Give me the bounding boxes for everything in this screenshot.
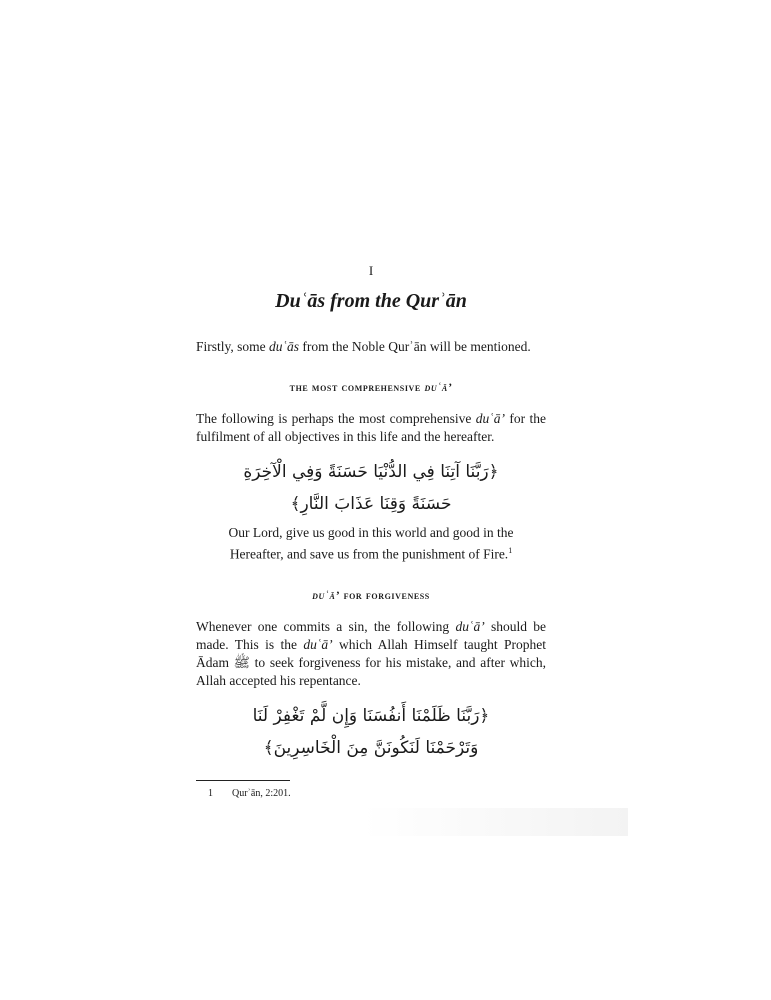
s2-text-1: Whenever one commits a sin, the following [196,618,456,634]
book-page [196,262,546,834]
section2-heading-italic: duʿā’ [312,587,341,602]
scan-shadow [362,808,628,836]
footnote [208,787,546,801]
arabic-verse-2-line-1: ﴿رَبَّنَا ظَلَمْنَا أَنفُسَنَا وَإِن لَّمْ تَغْفِرْ لَنَا [252,705,490,726]
translation-verse-1 [220,524,522,564]
section2-paragraph [196,618,546,690]
arabic-verse-1-line-2: حَسَنَةً وَقِنَا عَذَابَ النَّارِ﴾ [290,494,452,514]
section1-heading-italic: duʿā’ [424,380,453,394]
footnote-reference: 1 [508,546,513,555]
footnote-number: 1 [208,787,213,799]
translation-text: Our Lord, give us good in this world and good in the Hereafter, and save us from the punishment of Fire. [228,525,514,562]
arabic-verse-2 [196,700,546,764]
s1-text-2: for the fulfilment of all objectives in this life and the hereafter. [196,411,546,444]
s2-text-3: which Allah Himself taught Prophet Ādam ﷺ to seek forgiveness for his mistake, and after which, Allah accepted his repentance. [196,636,546,688]
s2-italic-2: duʿā’ [303,636,333,652]
arabic-verse-1 [196,456,546,520]
section-heading-comprehensive [196,378,546,396]
footnote-text: Qurʾān, 2:201. [232,787,291,799]
arabic-verse-2-line-2: وَتَرْحَمْنَا لَنَكُونَنَّ مِنَ الْخَاسِرِينَ﴾ [263,737,479,758]
s2-italic-1: duʿā’ [455,618,485,634]
intro-text-2: from the Noble Qurʾān will be mentioned. [299,339,531,354]
section1-paragraph [196,410,546,446]
s2-text-2: should be made. This is the [196,618,546,652]
chapter-number: I [368,263,374,278]
footnote-divider [196,780,290,781]
intro-text-1: Firstly, some [196,339,270,354]
section1-heading-plain: the most comprehensive [289,380,425,394]
intro-italic: duʿās [269,339,300,354]
chapter-title: Duʿās from the Qurʾān [275,290,467,312]
section2-heading-plain: for forgiveness [340,587,430,602]
s1-text-1: The following is perhaps the most comprehensive [196,411,476,426]
intro-paragraph [196,338,546,356]
section-heading-forgiveness [196,586,546,604]
s1-italic: duʿā’ [475,411,505,426]
arabic-verse-1-line-1: ﴿رَبَّنَا آتِنَا فِي الدُّنْيَا حَسَنَةً وَفِي الْآخِرَةِ [243,462,499,482]
